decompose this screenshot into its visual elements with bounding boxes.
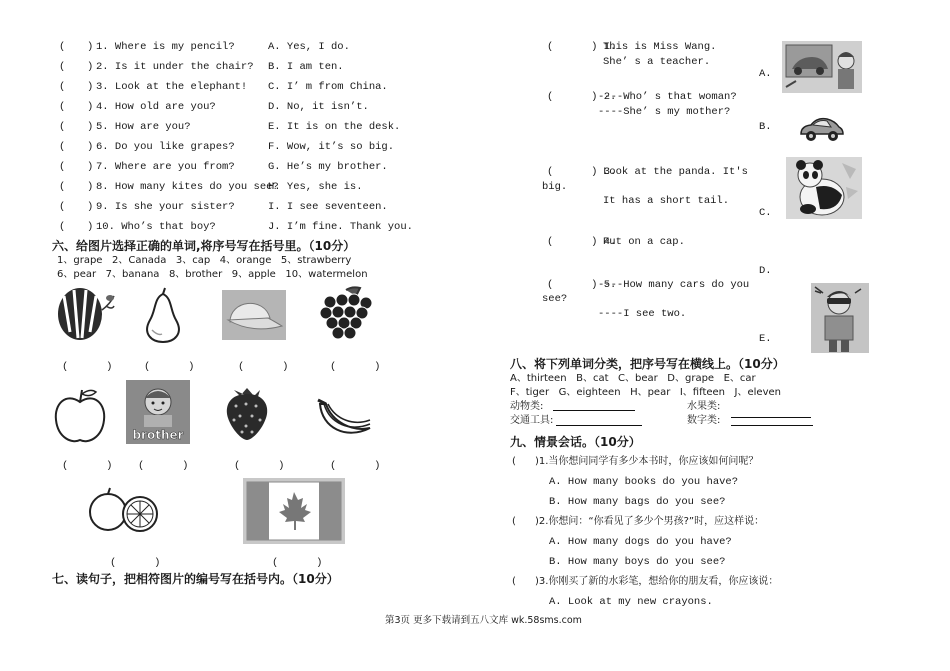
- watermelon-picture: [52, 284, 118, 342]
- transport-answer-line[interactable]: [556, 416, 642, 426]
- part7-title: 七、读句子，把相符图片的编号写在括号内。（10分）: [52, 572, 339, 586]
- part9-q1-option-b: B. How many bags do you see?: [549, 496, 726, 508]
- part7-item-3-line2: It has a short tail.: [603, 195, 730, 207]
- panda-picture: [786, 157, 862, 219]
- part6-wordlist-2: 6、pear 7、banana 8、brother 9、apple 10、watermelon: [57, 269, 368, 280]
- brother-picture: [126, 380, 190, 444]
- answer-paren[interactable]: ( ): [110, 557, 161, 569]
- teacher-picture: [782, 41, 862, 93]
- part7-item-1-line2: She’ s a teacher.: [603, 56, 711, 68]
- answer-paren[interactable]: ( ): [272, 557, 323, 569]
- part9-question-1: ( )1.当你想问同学有多少本书时，你应该如何问呢？: [512, 456, 759, 467]
- category-fruits-label: 水果类:: [687, 401, 721, 412]
- page-footer: 第3页 更多下载请到五八文库 wk.58sms.com: [385, 615, 582, 626]
- part7-item-2-line2: ----She’ s my mother?: [598, 106, 731, 118]
- picture-letter-b: B.: [759, 121, 772, 133]
- picture-letter-a: A.: [759, 68, 772, 80]
- answer-paren[interactable]: ( ): [62, 460, 113, 472]
- apple-picture: [52, 386, 108, 446]
- answer-paren[interactable]: ( ): [234, 460, 285, 472]
- part7-item-2-line1: ----Who’ s that woman?: [598, 91, 737, 103]
- pear-picture: [140, 286, 186, 344]
- part9-title: 九、情景会话。（10分）: [510, 435, 641, 449]
- canada-flag-picture: [243, 478, 345, 544]
- answer-paren[interactable]: ( ): [330, 460, 381, 472]
- answer-paren[interactable]: ( ): [62, 361, 113, 373]
- part7-item-4-number: ( ) 4.: [547, 236, 617, 248]
- banana-picture: [316, 398, 374, 440]
- part9-q2-option-b: B. How many boys do you see?: [549, 556, 726, 568]
- part8-wordlist-2: F、tiger G、eighteen H、pear I、fifteen J、eleven: [510, 387, 781, 398]
- part8-title: 八、将下列单词分类，把序号写在横线上。（10分）: [510, 357, 785, 371]
- brother-picture-label: brother: [132, 428, 184, 442]
- part8-wordlist-1: A、thirteen B、cat C、bear D、grape E、car: [510, 373, 756, 384]
- category-numbers-label: 数字类:: [687, 415, 721, 426]
- part7-item-3-cont: big.: [542, 181, 568, 193]
- part7-item-5-line2: ----I see two.: [598, 308, 687, 320]
- part9-q3-option-a: A. Look at my new crayons.: [549, 596, 713, 608]
- part9-q2-option-a: A. How many dogs do you have?: [549, 536, 732, 548]
- part9-question-3: ( )3.你刚买了新的水彩笔，想给你的朋友看，你应该说：: [512, 576, 779, 587]
- part6-wordlist-1: 1、grape 2、Canada 3、cap 4、orange 5、strawberry: [57, 255, 352, 266]
- strawberry-picture: [222, 380, 272, 442]
- numbers-answer-line[interactable]: [731, 416, 813, 426]
- picture-letter-d: D.: [759, 265, 772, 277]
- part7-item-5-cont: see?: [542, 293, 568, 305]
- answer-paren[interactable]: ( ): [144, 361, 195, 373]
- orange-picture: [88, 482, 162, 540]
- part9-q1-option-a: A. How many books do you have?: [549, 476, 739, 488]
- part7-item-5-number: ( ) 5.: [547, 279, 617, 291]
- animals-answer-line[interactable]: [553, 401, 635, 411]
- answer-paren[interactable]: ( ): [330, 361, 381, 373]
- part6-title: 六、给图片选择正确的单词,将序号写在括号里。（10分）: [52, 239, 356, 253]
- part7-item-5-line1: ----How many cars do you: [598, 279, 750, 291]
- category-transport-label: 交通工具:: [510, 415, 554, 426]
- picture-letter-c: C.: [759, 207, 772, 219]
- part7-item-2-number: ( ) 2.: [547, 91, 617, 103]
- boy-looking-picture: [811, 283, 869, 353]
- part9-question-2: ( )2.你想问：“你看见了多少个男孩?”时，应这样说：: [512, 516, 765, 527]
- answer-paren[interactable]: ( ): [238, 361, 289, 373]
- part7-item-3-line1: Look at the panda. It's: [603, 166, 748, 178]
- part7-item-4-line1: Put on a cap.: [603, 236, 685, 248]
- part7-item-1-line1: This is Miss Wang.: [603, 41, 717, 53]
- answer-paren[interactable]: ( ): [138, 460, 189, 472]
- part7-item-1-number: ( ) 1.: [547, 41, 617, 53]
- part7-item-3-number: ( ) 3.: [547, 166, 617, 178]
- car-picture: [797, 114, 845, 144]
- picture-letter-e: E.: [759, 333, 772, 345]
- cap-picture: [222, 290, 286, 340]
- category-animals-label: 动物类:: [510, 401, 544, 412]
- grapes-picture: [316, 286, 376, 342]
